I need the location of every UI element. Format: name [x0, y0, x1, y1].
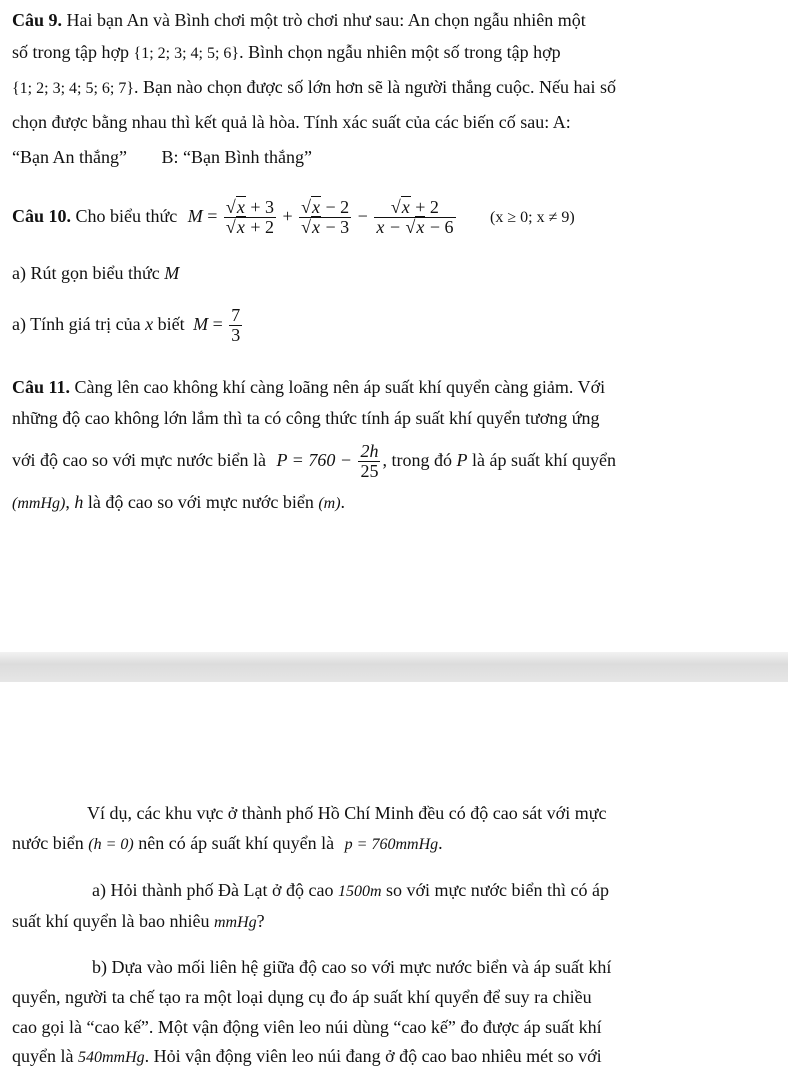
q10-a2-eq: = — [212, 314, 223, 334]
p2-a-text-3: suất khí quyển là bao nhiêu — [12, 911, 210, 931]
q9-set-1: {1; 2; 3; 4; 5; 6} — [133, 45, 240, 62]
p2-b-text-4b: . Hỏi vận động viên leo núi đang ở độ cao bao nhiêu mét so với — [144, 1046, 602, 1066]
q10-a2-num: 7 — [231, 305, 241, 326]
p2-part-a-1 — [92, 879, 609, 903]
q10-a2-fraction — [229, 306, 242, 345]
p2-h-zero: (h = 0) — [88, 836, 134, 853]
f2-num-tail: − 2 — [325, 197, 350, 218]
q11-label: Câu 11. — [12, 377, 71, 397]
p2-b-text-1: b) Dựa vào mối liên hệ giữa độ cao so với mực nước biển và áp suất khí — [92, 957, 612, 977]
p2-period: . — [438, 833, 443, 853]
q10-fraction-3: $\frac{√x + 2}{x - √x - 6}$ — [376, 197, 454, 238]
q11-fraction — [358, 442, 380, 481]
q11-line-3 — [12, 440, 616, 481]
f1-num-x: x — [236, 197, 245, 218]
q11-text-3c: là áp suất khí quyển — [471, 450, 616, 470]
f1-num-tail: + 3 — [250, 197, 274, 218]
q9-line-4 — [12, 111, 571, 133]
q9-text-2a: số trong tập hợp — [12, 42, 130, 62]
q9-event-b: B: “Bạn Bình thắng” — [161, 147, 312, 167]
p2-text-2a: nước biển — [12, 833, 84, 853]
q9-set-2: {1; 2; 3; 4; 5; 6; 7} — [12, 80, 135, 97]
q10-plus: + — [282, 206, 293, 226]
p2-part-b-4 — [12, 1045, 602, 1069]
q11-frac-num: 2h — [360, 441, 379, 462]
q10-line-1 — [12, 196, 575, 238]
f3-num-x: x — [401, 197, 410, 218]
p2-a-text-1: a) Hỏi thành phố Đà Lạt ở độ cao — [92, 880, 334, 900]
q11-text-2: những độ cao không lớn lắm thì ta có công thức tính áp suất khí quyển tương ứng — [12, 408, 600, 428]
p2-text-1: Ví dụ, các khu vực ở thành phố Hồ Chí Minh đều có độ cao sát với mực — [87, 803, 607, 823]
q9-text-3: . Bạn nào chọn được số lớn hơn sẽ là người thắng cuộc. Nếu hai số — [134, 77, 617, 97]
p2-part-b-1 — [92, 956, 611, 978]
p2-text-2b: nên có áp suất khí quyển là — [138, 833, 335, 853]
q10-var: M — [187, 206, 203, 226]
q11-var-p: P — [456, 450, 468, 470]
q9-text-4: chọn được bằng nhau thì kết quả là hòa. Tính xác suất của các biến cố sau: A: — [12, 112, 571, 132]
q11-comma: , — [65, 492, 70, 512]
q11-unit-mmhg: (mmHg) — [12, 495, 66, 512]
p2-part-a-2 — [12, 910, 265, 934]
q9-line-2 — [12, 41, 561, 65]
q9-line-3 — [12, 76, 616, 100]
q11-var-h: h — [74, 492, 84, 512]
q10-intro: Cho biểu thức — [75, 206, 178, 226]
f2-den-tail: − 3 — [325, 217, 350, 238]
q11-line-4 — [12, 491, 345, 515]
q10-label: Câu 10. — [12, 206, 72, 226]
q11-text-3b: , trong đó — [382, 450, 452, 470]
f3-den-x: x — [416, 217, 425, 238]
p2-line-2 — [12, 832, 443, 856]
q11-frac-den: 25 — [360, 461, 379, 482]
q9-label: Câu 9. — [12, 10, 63, 30]
q9-line-1 — [12, 9, 586, 31]
f3-den-head: x − — [376, 217, 401, 238]
q10-fraction-2: $\frac{√x - 2}{√x - 3}$ — [301, 197, 350, 238]
q10-a2-biet: biết — [157, 314, 185, 334]
q9-text-2b: . Bình chọn ngẫu nhiên một số trong tập hợp — [239, 42, 561, 62]
q10-eq: = — [207, 206, 218, 226]
f3-den-tail: − 6 — [429, 217, 454, 238]
p2-a-height: 1500m — [337, 883, 382, 900]
p2-line-1 — [87, 802, 606, 824]
p2-b-text-2: quyển, người ta chế tạo ra một loại dụng cụ đo áp suất khí quyển để suy ra chiều — [12, 987, 592, 1007]
f2-num-x: x — [312, 197, 321, 218]
q11-line-2 — [12, 407, 599, 429]
p2-a-text-2: so với mực nước biển thì có áp — [386, 880, 610, 900]
p2-part-b-3 — [12, 1016, 602, 1038]
q10-a2-var: M — [193, 314, 209, 334]
p2-a-qmark: ? — [256, 911, 265, 931]
q10-part-a1 — [12, 262, 179, 284]
q10-a1-var: M — [164, 263, 180, 283]
p2-pressure: p = 760mmHg — [344, 836, 439, 853]
p2-b-text-4a: quyển là — [12, 1046, 74, 1066]
q9-text-1: Hai bạn An và Bình chơi một trò chơi như sau: An chọn ngẫu nhiên một — [66, 10, 586, 30]
q10-minus: − — [357, 206, 368, 226]
q11-text-4c: là độ cao so với mực nước biển — [87, 492, 314, 512]
q10-a1-text: a) Rút gọn biểu thức — [12, 263, 160, 283]
q10-part-a2 — [12, 304, 244, 345]
q11-line-1 — [12, 376, 605, 398]
f1-den-x: x — [236, 217, 245, 238]
q11-unit-m: (m) — [318, 495, 341, 512]
q11-period: . — [340, 492, 346, 512]
q10-fraction-1: $\frac{√x + 3}{√x + 2}$ — [225, 197, 274, 238]
q11-text-1: Càng lên cao không khí càng loãng nên áp suất khí quyển càng giảm. Với — [74, 377, 606, 397]
q10-condition: (x ≥ 0; x ≠ 9) — [490, 209, 575, 226]
p2-b-text-3: cao gọi là “cao kế”. Một vận động viên leo núi dùng “cao kế” đo được áp suất khí — [12, 1017, 602, 1037]
p2-b-pressure: 540mmHg — [77, 1049, 145, 1066]
f2-den-x: x — [312, 217, 321, 238]
q10-a2-x: x — [145, 314, 154, 334]
p2-part-b-2 — [12, 986, 592, 1008]
q10-a2-text: a) Tính giá trị của — [12, 314, 141, 334]
f1-den-tail: + 2 — [250, 217, 274, 238]
q9-event-a: “Bạn An thắng” — [12, 147, 127, 167]
p2-a-unit: mmHg — [213, 914, 257, 931]
f3-num-tail: + 2 — [415, 197, 439, 218]
q11-text-3a: với độ cao so với mực nước biển là — [12, 450, 267, 470]
q10-a2-den: 3 — [231, 325, 241, 346]
page-break — [0, 652, 788, 682]
q11-formula-head: P = 760 − — [276, 450, 352, 470]
q9-line-5 — [12, 146, 312, 168]
